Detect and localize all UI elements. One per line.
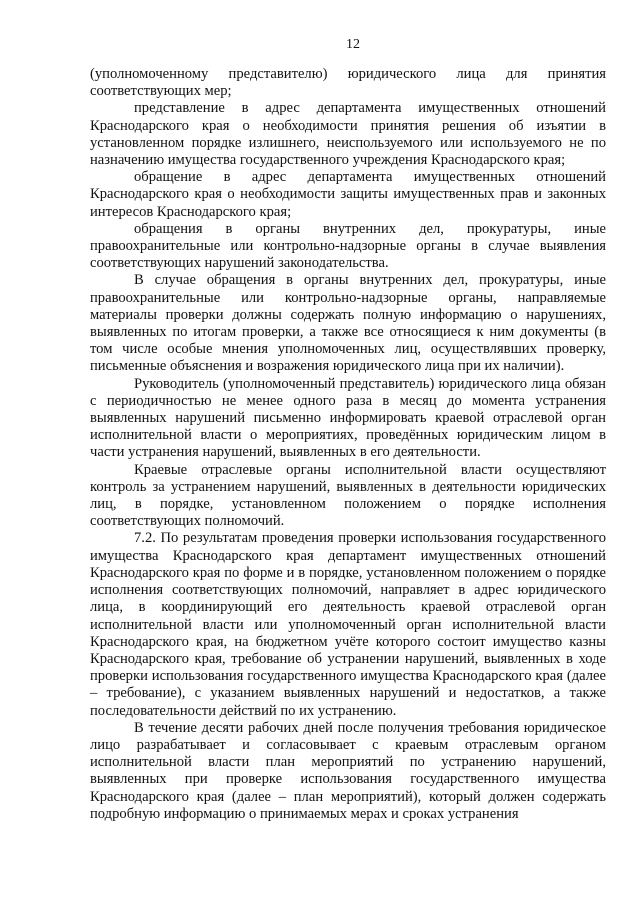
paragraph-appeal-authorities: обращения в органы внутренних дел, прокуратуры, иные правоохранительные или контрольно-надзорные органы в случае выявления соответствующих нарушений законодательства. [90, 220, 606, 272]
paragraph-continuation: (уполномоченному представителю) юридического лица для принятия соответствующих мер; [90, 66, 606, 100]
paragraph-materials: В случае обращения в органы внутренних дел, прокуратуры, иные правоохранительные или контрольно-надзорные органы, направляемые материалы проверки должны содержать полную информацию о нарушениях, выявленных по итогам проверки, а также все относящиеся к ним документы (в том числе особые мнения уполномоченных лиц, осуществлявших проверку, письменные объяснения и возражения юридического лица при их наличии). [90, 272, 606, 375]
paragraph-appeal-rights: обращение в адрес департамента имущественных отношений Краснодарского края о необходимости защиты имущественных прав и законных интересов Краснодарского края; [90, 169, 606, 220]
paragraph-control: Краевые отраслевые органы исполнительной власти осуществляют контроль за устранением нарушений, выявленных в деятельности юридических лиц, в порядке, установленном положением о порядке исполнения соответствующих полномочий. [90, 461, 606, 530]
page-number: 12 [346, 37, 360, 52]
paragraph-representation: представление в адрес департамента имущественных отношений Краснодарского края о необходимости принятия решения об изъятии в установленном порядке излишнего, неиспользуемого или используемого не по назначению имущества государственного учреждения Краснодарского края; [90, 100, 606, 169]
paragraph-head-obligation: Руководитель (уполномоченный представитель) юридического лица обязан с периодичностью не менее одного раза в месяц до момента устранения выявленных нарушений письменно информировать краевой отраслевой орган исполнительной власти о мероприятиях, проведённых юридическим лицом в части устранения нарушений, выявленных в его деятельности. [90, 375, 606, 461]
paragraph-section-7-2: 7.2. По результатам проведения проверки использования государственного имущества Краснодарского края департамент имущественных отношений Краснодарского края по форме и в порядке, установленном положением о порядке исполнения соответствующих полномочий, направляет в адрес юридического лица, в координирующий его деятельность краевой отраслевой орган исполнительной власти или уполномоченный орган исполнительной власти Краснодарского края, на бюджетном учёте которого состоит имущество казны Краснодарского края, требование об устранении нарушений, выявленных в ходе проверки использования государственного имущества Краснодарского края (далее – требование), с указанием выявленных нарушений и недостатков, а также последовательности действий по их устранению. [90, 530, 606, 719]
paragraph-action-plan: В течение десяти рабочих дней после получения требования юридическое лицо разрабатывает и согласовывает с краевым отраслевым органом исполнительной власти план мероприятий по устранению нарушений, выявленных при проверке использования государственного имущества Краснодарского края (далее – план мероприятий), который должен содержать подробную информацию о принимаемых мерах и сроках устранения [90, 719, 606, 822]
